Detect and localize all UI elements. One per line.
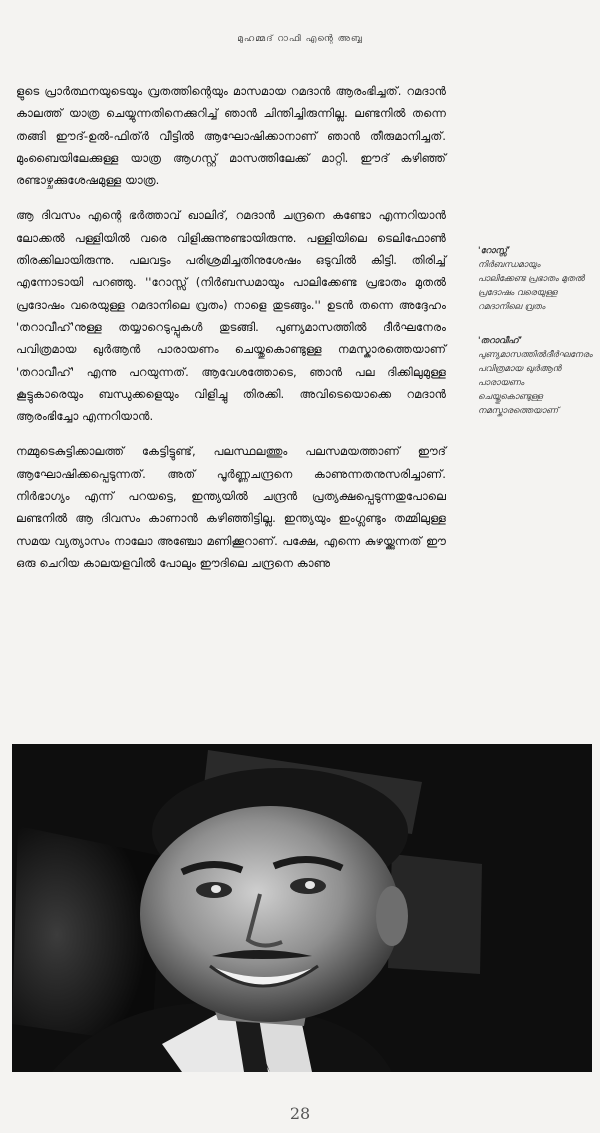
margin-note-taraweeh	[478, 334, 593, 418]
main-text-column	[16, 80, 446, 587]
running-header-title: മുഹമ്മദ് റാഫി എന്റെ അബ്ബ	[237, 34, 363, 44]
portrait-illustration	[12, 744, 592, 1072]
margin-note-text: നിർബന്ധമായും പാലിക്കേണ്ട പ്രഭാതം മുതൽ പ്രദോഷം വരെയുള്ള റമദാനിലെ വ്രതം	[478, 260, 585, 312]
margin-note-term: 'റോസ്സ്'	[478, 246, 510, 256]
margin-note-rozz	[478, 244, 590, 314]
page-number: 28	[289, 1104, 311, 1123]
margin-notes	[478, 244, 593, 438]
margin-note-term: 'തറാവീഹ്'	[478, 336, 522, 346]
body-paragraph: നമ്മുടെകുട്ടിക്കാലത്ത് കേട്ടിട്ടുണ്ട്, പലസ്ഥലത്തും പലസമയത്താണ് ഈദ് ആഘോഷിക്കപ്പെടുന്നത്. അത് പൂർണ്ണചന്ദ്രനെ കാണുന്നതനുസരിച്ചാണ്. നിർഭാഗ്യം എന്ന് പറയട്ടെ, ഇന്ത്യയിൽ ചന്ദ്രൻ പ്രത്യക്ഷപ്പെടുന്നതുപോലെ ലണ്ടനിൽ ആ ദിവസം കാണാൻ കഴിഞ്ഞിട്ടില്ല. ഇന്ത്യയും ഇംഗ്ലണ്ടും തമ്മിലുള്ള സമയ വ്യത്യാസം നാലോ അഞ്ചോ മണിക്കൂറാണ്. പക്ഷേ, എന്നെ കുഴയ്ക്കുന്നത് ഈ ഒരു ചെറിയ കാലയളവിൽ പോലും ഈദിലെ ചന്ദ്രനെ കാണു	[16, 444, 446, 570]
body-paragraph: ആ ദിവസം എന്റെ ഭർത്താവ് ഖാലിദ്, റമദാൻ ചന്ദ്രനെ കണ്ടോ എന്നറിയാൻ ലോക്കൽ പള്ളിയിൽ വരെ വിളിക്കുന്നുണ്ടായിരുന്നു. പള്ളിയിലെ ടെലിഫോൺ തിരക്കിലായിരുന്നു. പലവട്ടം പരിശ്രമിച്ചതിനുശേഷം ഒടുവിൽ കിട്ടി. തിരിച്ച് എന്നോടായി പറഞ്ഞു. ''റോസ്സ് (നിർബന്ധമായും പാലിക്കേണ്ട പ്രഭാതം മുതൽ പ്രദോഷം വരെയുള്ള റമദാനിലെ വ്രതം) നാളെ തുടങ്ങും.'' ഉടൻ തന്നെ അദ്ദേഹം 'തറാവീഹ്'നുള്ള തയ്യാറെടുപ്പുകൾ തുടങ്ങി. പുണ്യമാസത്തിൽ ദീർഘനേരം പവിത്രമായ ഖുർആൻ പാരായണം ചെയ്തുകൊണ്ടുള്ള നമസ്കാരത്തെയാണ് 'തറാവീഹ്' എന്നു പറയുന്നത്. ആവേശത്തോടെ, ഞാൻ പല ദിക്കിലുമുള്ള കൂട്ടുകാരെയും ബന്ധുക്കളെയും വിളിച്ചു തിരക്കി. അവിടെയൊക്കെ റമദാൻ ആരംഭിച്ചോ എന്നറിയാൻ.	[16, 208, 446, 424]
body-paragraph: ളുടെ പ്രാർത്ഥനയുടെയും വ്രതത്തിന്റെയും മാസമായ റമദാൻ ആരംഭിച്ചത്. റമദാൻ കാലത്ത് യാത്ര ചെയ്യുന്നതിനെക്കുറിച്ച് ഞാൻ ചിന്തിച്ചിരുന്നില്ല. ലണ്ടനിൽ തന്നെ തങ്ങി ഈദ്-ഉൽ-ഫിത്ർ വീട്ടിൽ ആഘോഷിക്കാനാണ് ഞാൻ തീരുമാനിച്ചത്. മുംബൈയിലേക്കുള്ള യാത്ര ആഗസ്റ്റ് മാസത്തിലേക്ക് മാറ്റി. ഈദ് കഴിഞ്ഞ് രണ്ടാഴ്ചക്കുശേഷമുള്ള യാത്ര.	[16, 84, 446, 188]
margin-note-text: പുണ്യമാസത്തിൽദീർഘനേരം പവിത്രമായ ഖുർആൻ പാരായണം ചെയ്തുകൊണ്ടുള്ള നമസ്കാരത്തെയാണ്	[478, 350, 593, 416]
portrait-photo	[12, 744, 592, 1072]
